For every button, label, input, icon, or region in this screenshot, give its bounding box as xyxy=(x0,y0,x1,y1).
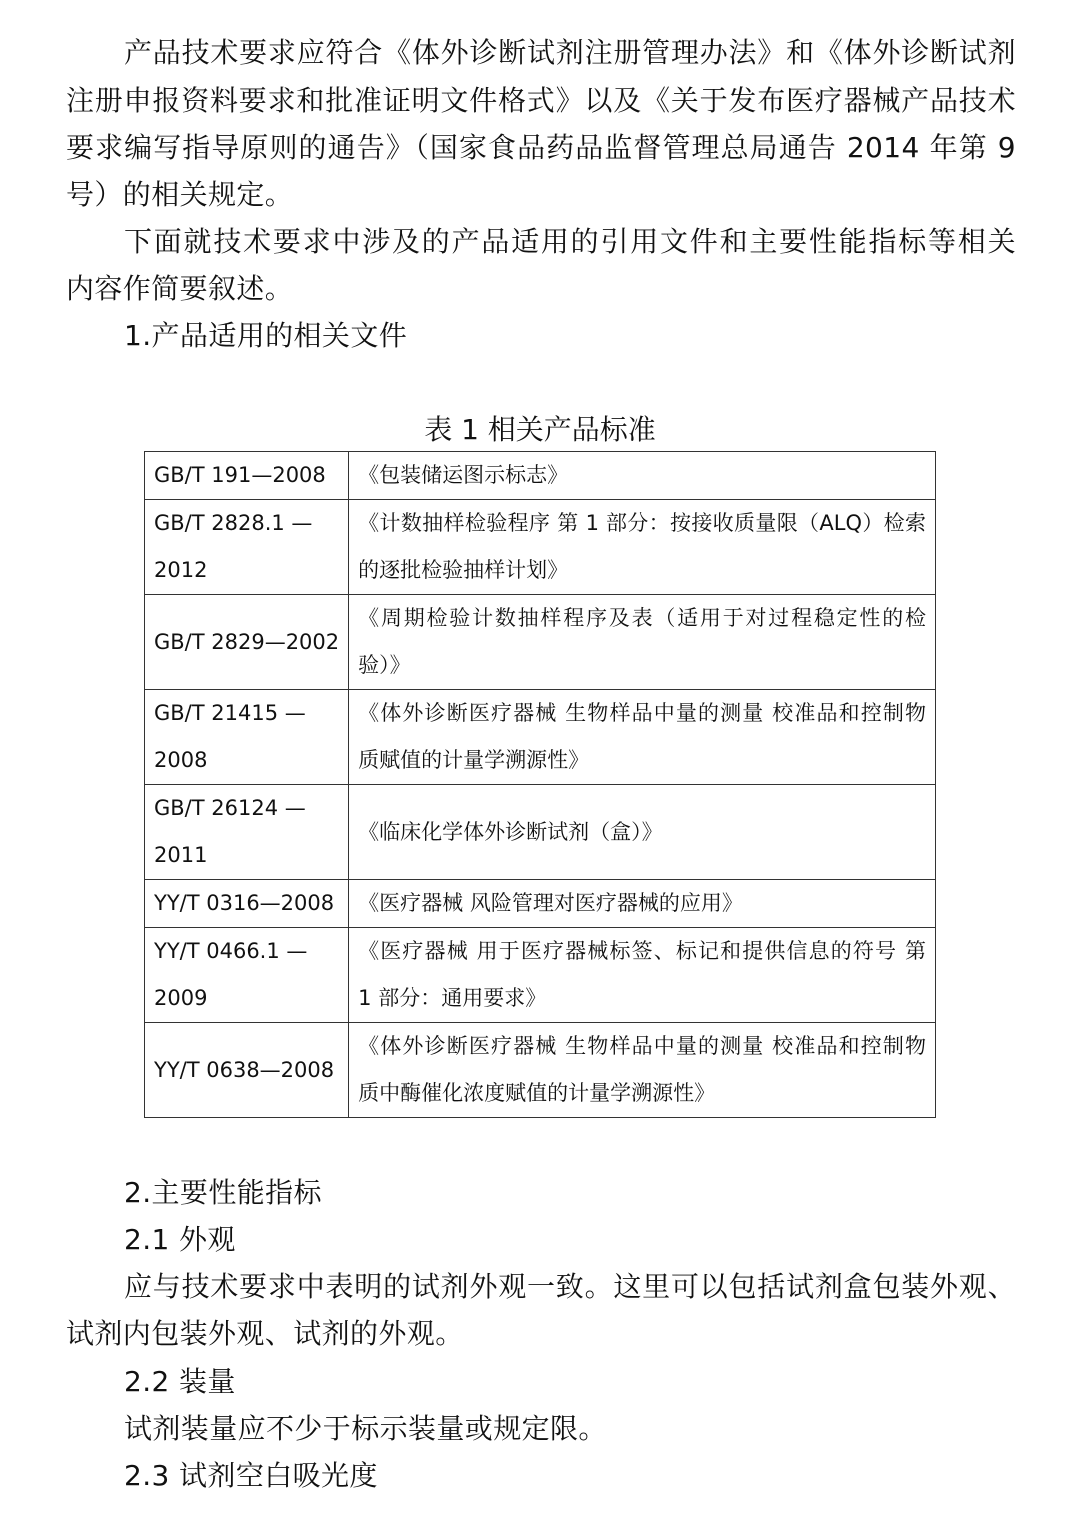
table-row xyxy=(145,928,936,1023)
table-row xyxy=(145,785,936,880)
paragraph-line: 要求编写指导原则的通告》（国家食品药品监督管理总局通告 2014 年第 9 xyxy=(66,131,1016,164)
paragraph-line: 内容作简要叙述。 xyxy=(66,272,294,305)
table-row xyxy=(145,690,936,785)
paragraph-line: 注册申报资料要求和批准证明文件格式》以及《关于发布医疗器械产品技术 xyxy=(66,84,1016,117)
standard-title-line: 1 部分：通用要求》 xyxy=(358,986,547,1010)
standard-code-line: GB/T 21415 — xyxy=(154,701,306,725)
table-row xyxy=(145,1023,936,1118)
standard-code-line: YY/T 0638—2008 xyxy=(154,1057,335,1082)
table-caption: 表 1 相关产品标准 xyxy=(424,413,656,446)
standard-title-cell xyxy=(349,595,936,690)
standard-title-cell xyxy=(349,928,936,1023)
standard-title-line: 质赋值的计量学溯源性》 xyxy=(358,748,590,772)
standard-title-line: 《体外诊断医疗器械 生物样品中量的测量 校准品和控制物 xyxy=(358,701,926,725)
standard-title-line: 《医疗器械 用于医疗器械标签、标记和提供信息的符号 第 xyxy=(358,939,926,963)
paragraph-line: 试剂装量应不少于标示装量或规定限。 xyxy=(124,1412,607,1445)
standard-code-cell xyxy=(145,500,349,595)
standard-code-line: GB/T 191—2008 xyxy=(154,463,326,487)
standard-title-cell xyxy=(349,452,936,500)
paragraph-line: 下面就技术要求中涉及的产品适用的引用文件和主要性能指标等相关 xyxy=(124,225,1016,258)
standard-title-cell xyxy=(349,690,936,785)
paragraph-line: 应与技术要求中表明的试剂外观一致。这里可以包括试剂盒包装外观、 xyxy=(124,1270,1016,1303)
standard-code-cell xyxy=(145,928,349,1023)
standard-title-line: 《周期检验计数抽样程序及表（适用于对过程稳定性的检 xyxy=(358,606,926,630)
standard-title-line: 《医疗器械 风险管理对医疗器械的应用》 xyxy=(358,891,743,915)
table-row xyxy=(145,452,936,500)
section-heading: 2.主要性能指标 xyxy=(124,1176,322,1209)
standard-title-cell xyxy=(349,500,936,595)
standard-title-cell xyxy=(349,880,936,928)
standard-title-line: 质中酶催化浓度赋值的计量学溯源性》 xyxy=(358,1081,716,1105)
standard-title-line: 《临床化学体外诊断试剂（盒）》 xyxy=(358,819,663,844)
standard-title-line: 《包装储运图示标志》 xyxy=(358,463,569,487)
standard-code-line: 2012 xyxy=(154,558,208,582)
table-row xyxy=(145,595,936,690)
standard-title-cell xyxy=(349,785,936,880)
standard-code-cell xyxy=(145,595,349,690)
standard-title-line: 验）》 xyxy=(358,653,411,677)
standard-title-line: 的逐批检验抽样计划》 xyxy=(358,558,569,582)
table-row xyxy=(145,880,936,928)
standards-table xyxy=(144,451,936,1118)
standard-title-line: 《计数抽样检验程序 第 1 部分：按接收质量限（ALQ）检索 xyxy=(358,511,926,535)
section-heading: 1.产品适用的相关文件 xyxy=(124,319,408,352)
standard-code-cell xyxy=(145,1023,349,1118)
standard-code-line: 2011 xyxy=(154,843,208,867)
standard-code-line: 2008 xyxy=(154,748,208,772)
subsection-heading: 2.2 装量 xyxy=(124,1365,236,1398)
standard-code-line: GB/T 2828.1 — xyxy=(154,511,313,535)
standard-code-line: 2009 xyxy=(154,986,208,1010)
standard-title-line: 《体外诊断医疗器械 生物样品中量的测量 校准品和控制物 xyxy=(358,1034,926,1058)
paragraph-line: 试剂内包装外观、试剂的外观。 xyxy=(66,1317,464,1350)
standard-title-cell xyxy=(349,1023,936,1118)
table-row xyxy=(145,500,936,595)
subsection-heading: 2.1 外观 xyxy=(124,1223,236,1256)
standard-code-line: GB/T 2829—2002 xyxy=(154,629,340,654)
paragraph-line: 产品技术要求应符合《体外诊断试剂注册管理办法》和《体外诊断试剂 xyxy=(124,36,1016,69)
standard-code-line: GB/T 26124 — xyxy=(154,796,306,820)
paragraph-line: 号）的相关规定。 xyxy=(66,178,294,211)
subsection-heading: 2.3 试剂空白吸光度 xyxy=(124,1459,378,1492)
standard-code-cell xyxy=(145,452,349,500)
standard-code-line: YY/T 0316—2008 xyxy=(154,891,335,915)
standard-code-line: YY/T 0466.1 — xyxy=(154,939,308,963)
standard-code-cell xyxy=(145,690,349,785)
standard-code-cell xyxy=(145,785,349,880)
standard-code-cell xyxy=(145,880,349,928)
